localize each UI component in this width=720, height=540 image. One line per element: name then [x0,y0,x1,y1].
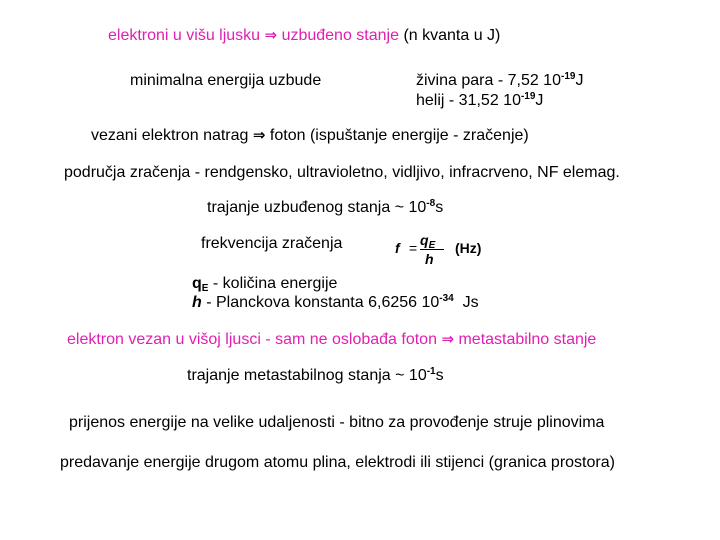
excited-duration-line: trajanje uzbuđenog stanja ~ $10^{-8}s$ [207,198,444,216]
energy-handover-line: predavanje energije drugom atomu plina, elektrodi ili stijenci (granica prostora) [60,454,615,471]
radiation-regions-line: područja zračenja - rendgensko, ultravioletno, vidljivo, infracrveno, NF elemag. [64,164,620,181]
implies-arrow-icon: ⇒ [441,330,455,348]
formula-denominator: h [425,251,434,267]
energy-quantity-definition: $q_E$ - količina energije [192,275,338,294]
metastable-state-label: metastabilno stanje [458,331,597,348]
photon-phrase: foton (ispuštanje energije - zračenje) [269,127,529,144]
min-excitation-energy-label: minimalna energija uzbude [130,72,322,89]
photon-emission-line [91,125,529,146]
quanta-note: (n kvanta u J) [403,27,501,44]
fraction-bar [420,249,444,250]
mercury-vapor-value: živina para - 7,52 $10^{-19}J$ [416,71,584,89]
formula-unit: (Hz) [455,240,482,256]
radiation-frequency-label: frekvencija zračenja [201,235,343,252]
formula-numerator: $q_E$ [420,232,436,251]
implies-arrow-icon: ⇒ [264,26,278,44]
helium-value: helij - 31,52 $10^{-19}J$ [416,91,544,109]
energy-transfer-line: prijenos energije na velike udaljenosti - bitno za provođenje struje plinovima [69,414,605,431]
metastable-duration-line: trajanje metastabilnog stanja ~ $10^{-1}s$ [187,366,444,384]
planck-constant-definition: h - Planckova konstanta 6,6256 $10^{-34}$ Js [192,293,479,311]
implies-arrow-icon: ⇒ [252,126,266,144]
metastable-phrase: elektron vezan u višoj ljusci - sam ne oslobađa foton [67,331,437,348]
bound-electron-phrase: vezani elektron natrag [91,127,249,144]
excited-state-label: uzbuđeno stanje [281,27,399,44]
frequency-formula [395,230,495,270]
excitation-line [108,25,500,46]
formula-equals: = [409,240,418,256]
excitation-phrase: elektroni u višu ljusku [108,27,261,44]
formula-f: f [395,240,400,256]
metastable-line [67,329,596,350]
